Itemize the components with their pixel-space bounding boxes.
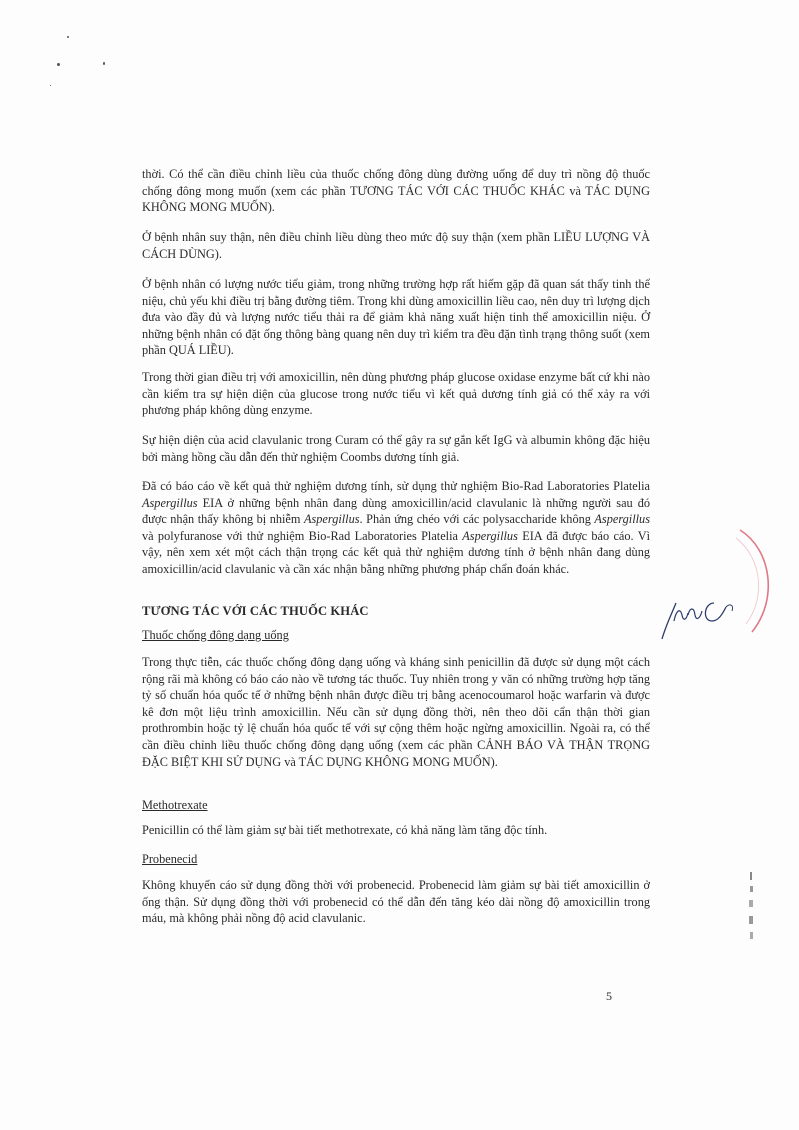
scan-speck <box>50 85 51 86</box>
paragraph-aspergillus-test <box>142 478 650 578</box>
text-run: . Phản ứng chéo với các polysaccharide không <box>359 512 595 527</box>
italic-organism: Aspergillus <box>303 512 360 527</box>
paragraph-anticoagulant-dose: thời. Có thể cần điều chỉnh liều của thuốc chống đông dùng đường uống để duy trì nồng độ thuốc chống đông mong muốn (xem các phần TƯƠNG TÁC VỚI CÁC THUỐC KHÁC và TÁC DỤNG KHÔNG MONG MUỐN). <box>142 167 650 215</box>
italic-organism: Aspergillus <box>462 528 518 543</box>
margin-stamp-icon <box>745 870 759 950</box>
scan-speck <box>57 63 60 66</box>
paragraph-probenecid: Không khuyến cáo sử dụng đồng thời với probenecid. Probenecid làm giảm sự bài tiết amoxicillin ở ống thận. Sử dụng đồng thời với probenecid có thể dẫn đến tăng kéo dài nồng độ amoxicillin trong máu, mà không phải nồng độ acid clavulanic. <box>142 878 650 926</box>
paragraph-glucose-test: Trong thời gian điều trị với amoxicillin, nên dùng phương pháp glucose oxidase enzyme bất cứ khi nào cần kiểm tra sự hiện diện của glucose trong nước tiểu vì kết quả dương tính giả có thể xảy ra với phương pháp không dùng enzyme. <box>142 370 650 418</box>
signature-icon <box>656 585 736 645</box>
page-number: 5 <box>606 989 612 1003</box>
subheading-oral-anticoagulants: Thuốc chống đông dạng uống <box>142 628 289 642</box>
section-heading-interactions: TƯƠNG TÁC VỚI CÁC THUỐC KHÁC <box>142 604 369 618</box>
paragraph-renal-impairment: Ở bệnh nhân suy thận, nên điều chỉnh liều dùng theo mức độ suy thận (xem phần LIỀU LƯỢNG VÀ CÁCH DÙNG). <box>142 230 650 261</box>
subheading-probenecid: Probenecid <box>142 852 198 866</box>
scan-speck <box>103 62 105 65</box>
paragraph-methotrexate: Penicillin có thể làm giảm sự bài tiết methotrexate, có khả năng làm tăng độc tính. <box>142 823 548 837</box>
text-run: và polyfuranose với thử nghiệm Bio-Rad Laboratories Platelia <box>142 528 463 543</box>
italic-organism: Aspergillus <box>594 512 650 527</box>
scan-speck <box>67 36 69 38</box>
text-run: EIA ở những bệnh nhân đang dùng amoxicillin/acid clavulanic là những người sau đó được nhận thấy không bị nhiễm <box>142 495 650 527</box>
paragraph-coombs-test: Sự hiện diện của acid clavulanic trong Curam có thể gây ra sự gắn kết IgG và albumin không đặc hiệu bởi màng hồng cầu dẫn đến thử nghiệm Coombs dương tính giả. <box>142 433 650 464</box>
paragraph-anticoagulant-interaction: Trong thực tiễn, các thuốc chống đông dạng uống và kháng sinh penicillin đã được sử dụng một cách rộng rãi mà không có báo cáo nào về tương tác thuốc. Tuy nhiên trong y văn có những trường hợp tăng tỷ số chuẩn hóa quốc tế ở những bệnh nhân được điều trị bằng acenocoumarol hoặc warfarin và được kê đơn một liệu trình amoxicillin. Nếu cần sử dụng đồng thời, nên theo dõi cẩn thận thời gian prothrombin hoặc tỷ lệ chuẩn hóa quốc tế với sự cộng thêm hoặc ngừng amoxicillin. Ngoài ra, có thể cần điều chỉnh liều thuốc chống đông dạng uống (xem các phần CẢNH BÁO VÀ THẬN TRỌNG ĐẶC BIỆT KHI SỬ DỤNG và TÁC DỤNG KHÔNG MONG MUỐN). <box>142 655 650 769</box>
subheading-methotrexate: Methotrexate <box>142 798 208 812</box>
paragraph-crystalluria: Ở bệnh nhân có lượng nước tiểu giảm, trong những trường hợp rất hiếm gặp đã quan sát thấy tinh thể niệu, chủ yếu khi điều trị bằng đường tiêm. Trong khi dùng amoxicillin liều cao, nên duy trì lượng dịch đưa vào đầy đủ và lượng nước tiểu thải ra để giảm khả năng xuất hiện tinh thể amoxicillin niệu. Ở những bệnh nhân có đặt ống thông bàng quang nên duy trì kiểm tra đều đặn tình trạng thông suốt (xem phần QUÁ LIỀU). <box>142 277 650 358</box>
text-run: EIA đã được báo cáo. Vì vậy, nên xem xét một cách thận trọng các kết quả thử nghiệm dương tính ở bệnh nhân đang dùng amoxicillin/acid clavulanic và cần xác nhận bằng những phương pháp chẩn đoán khác. <box>142 528 650 576</box>
italic-organism: Aspergillus <box>142 495 198 510</box>
text-run: Đã có báo cáo về kết quả thử nghiệm dương tính, sử dụng thử nghiệm Bio-Rad Laboratories Platelia <box>142 479 650 493</box>
